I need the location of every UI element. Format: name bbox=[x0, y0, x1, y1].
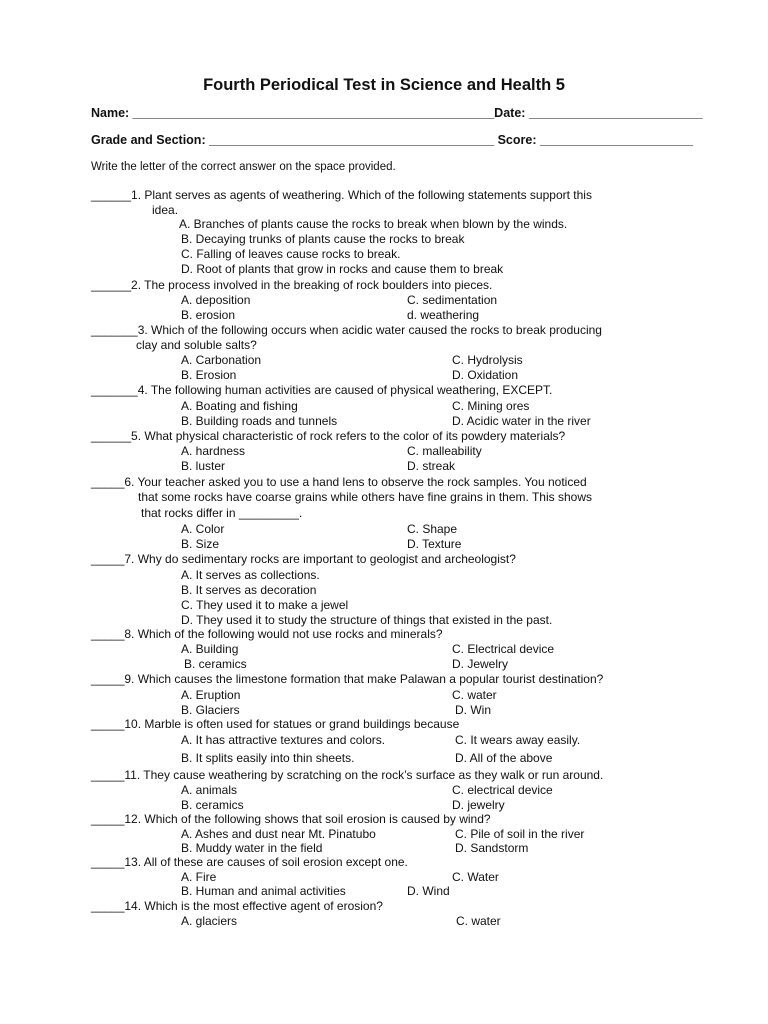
instructions: Write the letter of the correct answer on the space provided. bbox=[91, 161, 396, 173]
option: B. ceramics bbox=[184, 657, 247, 671]
name-date-line: Name: ____________________________________________________Date: _________________________ bbox=[91, 106, 703, 120]
question-6-cont: that some rocks have coarse grains while others have fine grains in them. This shows bbox=[138, 490, 592, 504]
question-3-cont: clay and soluble salts? bbox=[136, 338, 257, 352]
option: B. Decaying trunks of plants cause the rocks to break bbox=[181, 232, 465, 246]
option: A. Fire bbox=[181, 870, 217, 884]
option: C. It wears away easily. bbox=[455, 733, 581, 747]
option: B. Glaciers bbox=[181, 703, 240, 717]
question-1-cont: idea. bbox=[152, 203, 179, 217]
question-1: ______1. Plant serves as agents of weathering. Which of the following statements support this bbox=[91, 188, 592, 202]
option: A. Color bbox=[181, 522, 225, 536]
option: D. Oxidation bbox=[452, 368, 519, 382]
option: C. Electrical device bbox=[452, 642, 555, 656]
option: C. malleability bbox=[407, 444, 482, 458]
option: D. Root of plants that grow in rocks and cause them to break bbox=[181, 262, 504, 276]
option: A. Building bbox=[181, 642, 239, 656]
option: D. Wind bbox=[407, 884, 450, 898]
option: C. Shape bbox=[407, 522, 458, 536]
option: D. jewelry bbox=[452, 798, 505, 812]
option: C. Falling of leaves cause rocks to break. bbox=[181, 247, 401, 261]
page-title: Fourth Periodical Test in Science and Health 5 bbox=[203, 76, 565, 94]
option: C. water bbox=[456, 914, 501, 928]
option: A. Ashes and dust near Mt. Pinatubo bbox=[181, 827, 376, 841]
option: C. electrical device bbox=[452, 783, 553, 797]
question-7: _____7. Why do sedimentary rocks are important to geologist and archeologist? bbox=[91, 552, 516, 566]
option: A. It serves as collections. bbox=[181, 568, 320, 582]
question-6-cont: that rocks differ in _________. bbox=[141, 506, 303, 520]
option: B. Human and animal activities bbox=[181, 884, 346, 898]
option: D. All of the above bbox=[455, 751, 553, 765]
option: d. weathering bbox=[407, 308, 480, 322]
option: A. hardness bbox=[181, 444, 246, 458]
option: A. It has attractive textures and colors. bbox=[181, 733, 386, 747]
option: C. Water bbox=[452, 870, 499, 884]
question-13: _____13. All of these are causes of soil erosion except one. bbox=[91, 855, 408, 869]
question-12: _____12. Which of the following shows that soil erosion is caused by wind? bbox=[91, 812, 491, 826]
option: B. It splits easily into thin sheets. bbox=[181, 751, 355, 765]
option: B. It serves as decoration bbox=[181, 583, 317, 597]
option: D. Sandstorm bbox=[455, 841, 529, 855]
option: D. Win bbox=[455, 703, 491, 717]
option: D. Acidic water in the river bbox=[452, 414, 591, 428]
option: B. Size bbox=[181, 537, 220, 551]
option: C. Mining ores bbox=[452, 399, 530, 413]
question-8: _____8. Which of the following would not use rocks and minerals? bbox=[91, 627, 443, 641]
option: A. Eruption bbox=[181, 688, 241, 702]
question-2: ______2. The process involved in the breaking of rock boulders into pieces. bbox=[91, 278, 493, 292]
option: B. erosion bbox=[181, 308, 236, 322]
question-10: _____10. Marble is often used for statues or grand buildings because bbox=[91, 717, 460, 731]
option: D. Jewelry bbox=[452, 657, 509, 671]
option: C. water bbox=[452, 688, 497, 702]
option: C. Hydrolysis bbox=[452, 353, 523, 367]
question-11: _____11. They cause weathering by scratching on the rock’s surface as they walk or run around. bbox=[91, 768, 604, 782]
option: B. ceramics bbox=[181, 798, 244, 812]
option: A. animals bbox=[181, 783, 238, 797]
option: C. sedimentation bbox=[407, 293, 498, 307]
question-9: _____9. Which causes the limestone formation that make Palawan a popular tourist destination? bbox=[91, 672, 604, 686]
option: B. Erosion bbox=[181, 368, 237, 382]
option: A. deposition bbox=[181, 293, 251, 307]
option: D. Texture bbox=[407, 537, 462, 551]
option: A. Boating and fishing bbox=[181, 399, 298, 413]
option: A. Carbonation bbox=[181, 353, 262, 367]
question-14: _____14. Which is the most effective agent of erosion? bbox=[91, 899, 383, 913]
option: C. They used it to make a jewel bbox=[181, 598, 349, 612]
option: B. Muddy water in the field bbox=[181, 841, 323, 855]
question-3: _______3. Which of the following occurs when acidic water caused the rocks to break producing bbox=[91, 323, 602, 337]
question-6: _____6. Your teacher asked you to use a hand lens to observe the rock samples. You noticed bbox=[91, 475, 587, 489]
option: D. streak bbox=[407, 459, 456, 473]
option: D. They used it to study the structure of things that existed in the past. bbox=[181, 613, 553, 627]
option: A. glaciers bbox=[181, 914, 238, 928]
option: A. Branches of plants cause the rocks to break when blown by the winds. bbox=[179, 217, 568, 231]
option: C. Pile of soil in the river bbox=[455, 827, 585, 841]
option: B. Building roads and tunnels bbox=[181, 414, 338, 428]
option: B. luster bbox=[181, 459, 226, 473]
question-4: _______4. The following human activities are caused of physical weathering, EXCEPT. bbox=[91, 383, 553, 397]
grade-score-line: Grade and Section: _________________________________________ Score: ______________________ bbox=[91, 133, 693, 147]
question-5: ______5. What physical characteristic of rock refers to the color of its powdery materials? bbox=[91, 429, 566, 443]
